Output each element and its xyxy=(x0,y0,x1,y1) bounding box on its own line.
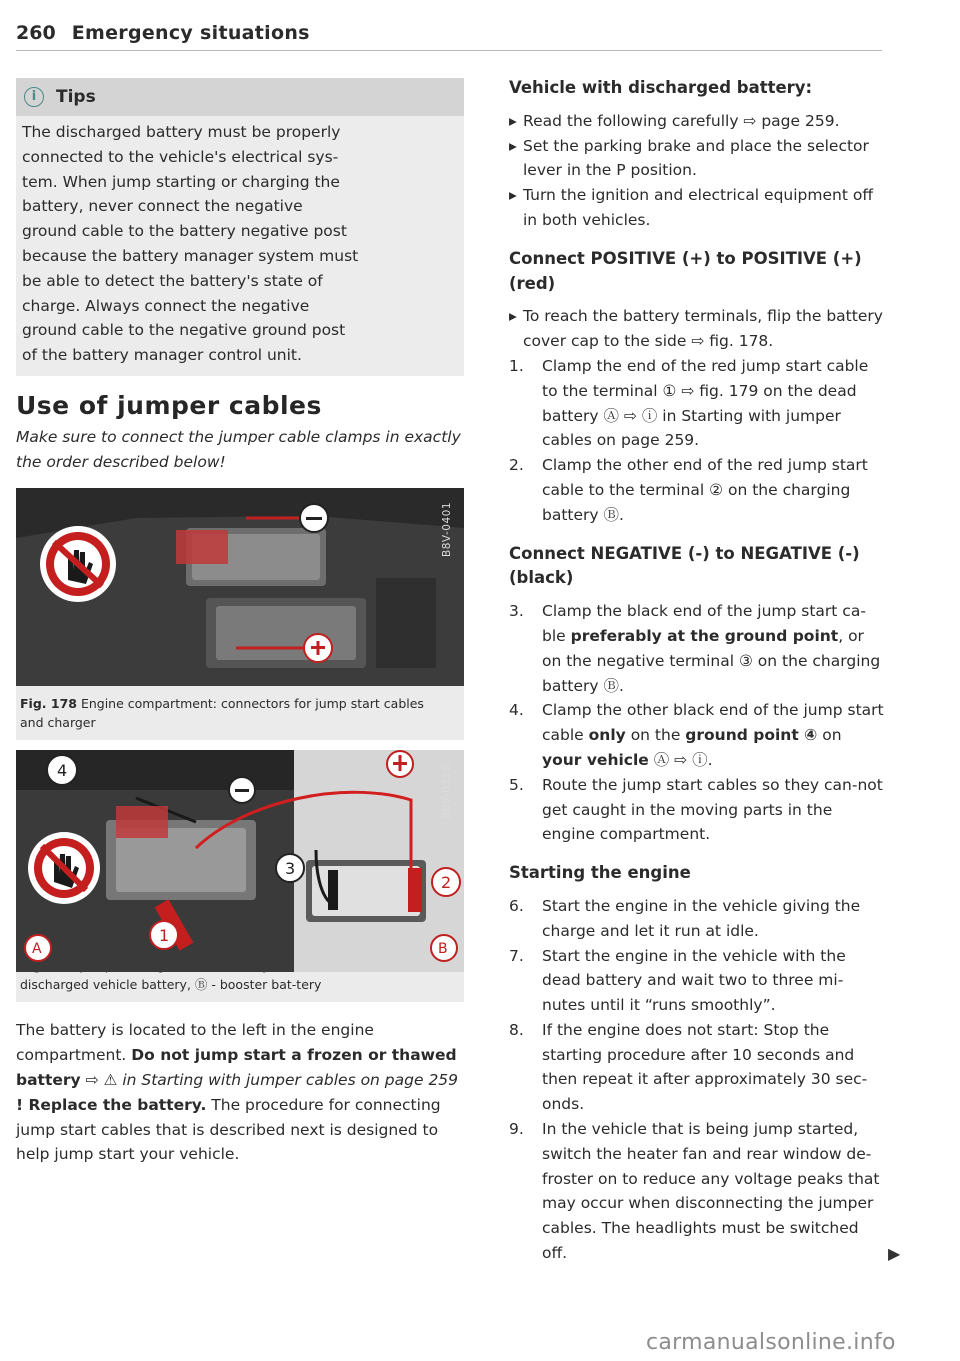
figure-code: B8V-0118 xyxy=(441,764,454,820)
step-number: 6. xyxy=(509,896,524,915)
step-number: 1. xyxy=(509,356,524,375)
step-item xyxy=(509,1117,885,1266)
step-item xyxy=(509,894,885,944)
step-text-part: on xyxy=(822,726,842,745)
bullet-item: ▸ Set the parking brake and place the selector lever in the P position. xyxy=(509,134,885,184)
figure-179 xyxy=(16,750,464,1002)
step-number: 9. xyxy=(509,1120,524,1139)
step-number: 5. xyxy=(509,775,524,794)
step-text xyxy=(542,698,885,772)
step-text-bold: preferably at the ground point xyxy=(570,626,839,645)
step-text xyxy=(542,599,885,698)
header-rule xyxy=(16,50,882,51)
tips-body xyxy=(16,116,464,376)
figure-label: Fig. 178 xyxy=(20,696,77,712)
svg-text:4: 4 xyxy=(57,761,68,781)
step-text-bold: only xyxy=(588,726,626,745)
step-text-bold: your vehicle xyxy=(542,750,649,769)
bullet-item: ▸ To reach the battery terminals, flip the battery cover cap to the side ⇨ fig. 178. xyxy=(509,304,885,354)
body-text: The procedure for connecting jump start cables that is described next is designed to help jump start your vehicle. xyxy=(16,1095,441,1164)
tips-header xyxy=(16,78,464,116)
engine-illustration xyxy=(16,488,464,686)
bullet-item: ▸ Turn the ignition and electrical equipment off in both vehicles. xyxy=(509,183,885,233)
tips-line: be able to detect the battery's state of xyxy=(22,271,323,290)
tips-line: connected to the vehicle's electrical sys- xyxy=(22,147,339,166)
svg-text:2: 2 xyxy=(441,873,452,893)
body-text: The battery is located to the left in the engine compartment. xyxy=(16,1021,374,1065)
watermark: carmanualsonline.info xyxy=(646,1330,896,1355)
section-heading: Use of jumper cables xyxy=(16,390,322,420)
engine-compartment-photo xyxy=(16,488,464,686)
jump-start-illustration xyxy=(16,750,464,972)
tips-line: of the battery manager control unit. xyxy=(22,346,302,365)
step-text: Start the engine in the vehicle with the dead battery and wait two to three mi-nutes until it “runs smoothly”. xyxy=(542,946,846,1015)
step-text: Start the engine in the vehicle giving the charge and let it run at idle. xyxy=(542,896,861,940)
step-text: If the engine does not start: Stop the starting procedure after 10 seconds and then repeat it after approximately 30 sec-onds. xyxy=(542,1020,868,1114)
body-bold: ! Replace the battery. xyxy=(16,1095,207,1114)
right-column xyxy=(509,76,885,1266)
svg-text:1: 1 xyxy=(159,926,170,946)
tips-line: The discharged battery must be properly xyxy=(22,123,341,141)
subheading: Vehicle with discharged battery: xyxy=(509,78,813,97)
tips-box xyxy=(16,78,464,376)
figure-caption-text: Engine compartment: connectors for jump start cables and charger xyxy=(20,696,424,731)
warning-reference-icon: ⇨ ⚠ xyxy=(85,1070,118,1089)
body-bold: Do not jump start a frozen or thawed battery xyxy=(16,1046,457,1089)
tips-line: ground cable to the battery negative post xyxy=(22,222,347,241)
tips-line: charge. Always connect the negative xyxy=(22,296,310,315)
section-title: Emergency situations xyxy=(71,22,310,44)
step-text-part: Clamp the black end of the jump start ca-ble xyxy=(542,602,866,645)
step-text-part: on the xyxy=(630,726,681,745)
tips-line: tem. When jump starting or charging the xyxy=(22,172,340,191)
figure-code: B8V-0401 xyxy=(441,502,454,558)
jump-start-photo xyxy=(16,750,464,958)
step-number: 3. xyxy=(509,602,524,621)
cross-reference: in Starting with jumper cables on page 259 xyxy=(122,1070,459,1089)
subheading: Starting the engine xyxy=(509,863,691,883)
info-icon: i xyxy=(24,87,44,107)
step-text-bold: ground point ④ xyxy=(685,726,818,745)
page-number: 260 xyxy=(16,22,56,44)
step-text: Route the jump start cables so they can-not get caught in the moving parts in the engine compartment. xyxy=(542,775,883,844)
step-text-part: Clamp the other black end of the jump start cable xyxy=(542,701,884,745)
step-item xyxy=(509,698,885,772)
step-text: Clamp the other end of the red jump start cable to the terminal ② on the charging battery Ⓑ. xyxy=(542,456,868,524)
step-text: In the vehicle that is being jump started, switch the heater fan and rear window de-froster on to reduce any voltage peaks that may occur when disconnecting the jumper cables. The headlights must be switched off. xyxy=(542,1120,880,1263)
step-item xyxy=(509,1018,885,1117)
figure-caption-text: discharged vehicle battery, Ⓑ - booster bat-tery xyxy=(20,977,322,993)
step-item xyxy=(509,453,885,527)
tips-title: Tips xyxy=(56,86,96,107)
svg-text:B: B xyxy=(438,941,448,958)
step-number: 2. xyxy=(509,456,524,475)
figure-caption xyxy=(16,686,464,740)
page-header xyxy=(16,22,310,44)
tips-line: because the battery manager system must xyxy=(22,246,359,265)
step-text: Clamp the end of the red jump start cable to the terminal ① ⇨ fig. 179 on the dead battery Ⓐ ⇨ ⓘ in Starting with jumper cables on page 259. xyxy=(542,356,869,450)
step-item xyxy=(509,354,885,453)
intro-text: Make sure to connect the jumper cable clamps in exactly the order described below! xyxy=(16,427,461,471)
svg-text:A: A xyxy=(32,941,42,958)
figure-178 xyxy=(16,488,464,740)
svg-text:3: 3 xyxy=(285,859,296,879)
step-number: 7. xyxy=(509,946,524,965)
continue-arrow-icon: ▶ xyxy=(888,1244,901,1263)
bullet-item: ▸ Read the following carefully ⇨ page 259. xyxy=(509,109,885,134)
step-item xyxy=(509,599,885,698)
step-item xyxy=(509,773,885,847)
left-column xyxy=(16,78,464,1167)
subheading: Connect POSITIVE (+) to POSITIVE (+) (red) xyxy=(509,248,862,293)
step-item xyxy=(509,944,885,1018)
step-text-part: Ⓐ ⇨ ⓘ. xyxy=(653,750,713,769)
tips-line: ground cable to the negative ground post xyxy=(22,321,346,340)
subheading: Connect NEGATIVE (-) to NEGATIVE (-) (black) xyxy=(509,543,860,588)
tips-line: battery, never connect the negative xyxy=(22,197,303,216)
step-number: 8. xyxy=(509,1020,524,1039)
step-text-part: , or on the negative terminal ③ on the charging battery Ⓑ. xyxy=(542,626,881,695)
battery-location-paragraph xyxy=(16,1018,464,1167)
step-number: 4. xyxy=(509,701,524,720)
